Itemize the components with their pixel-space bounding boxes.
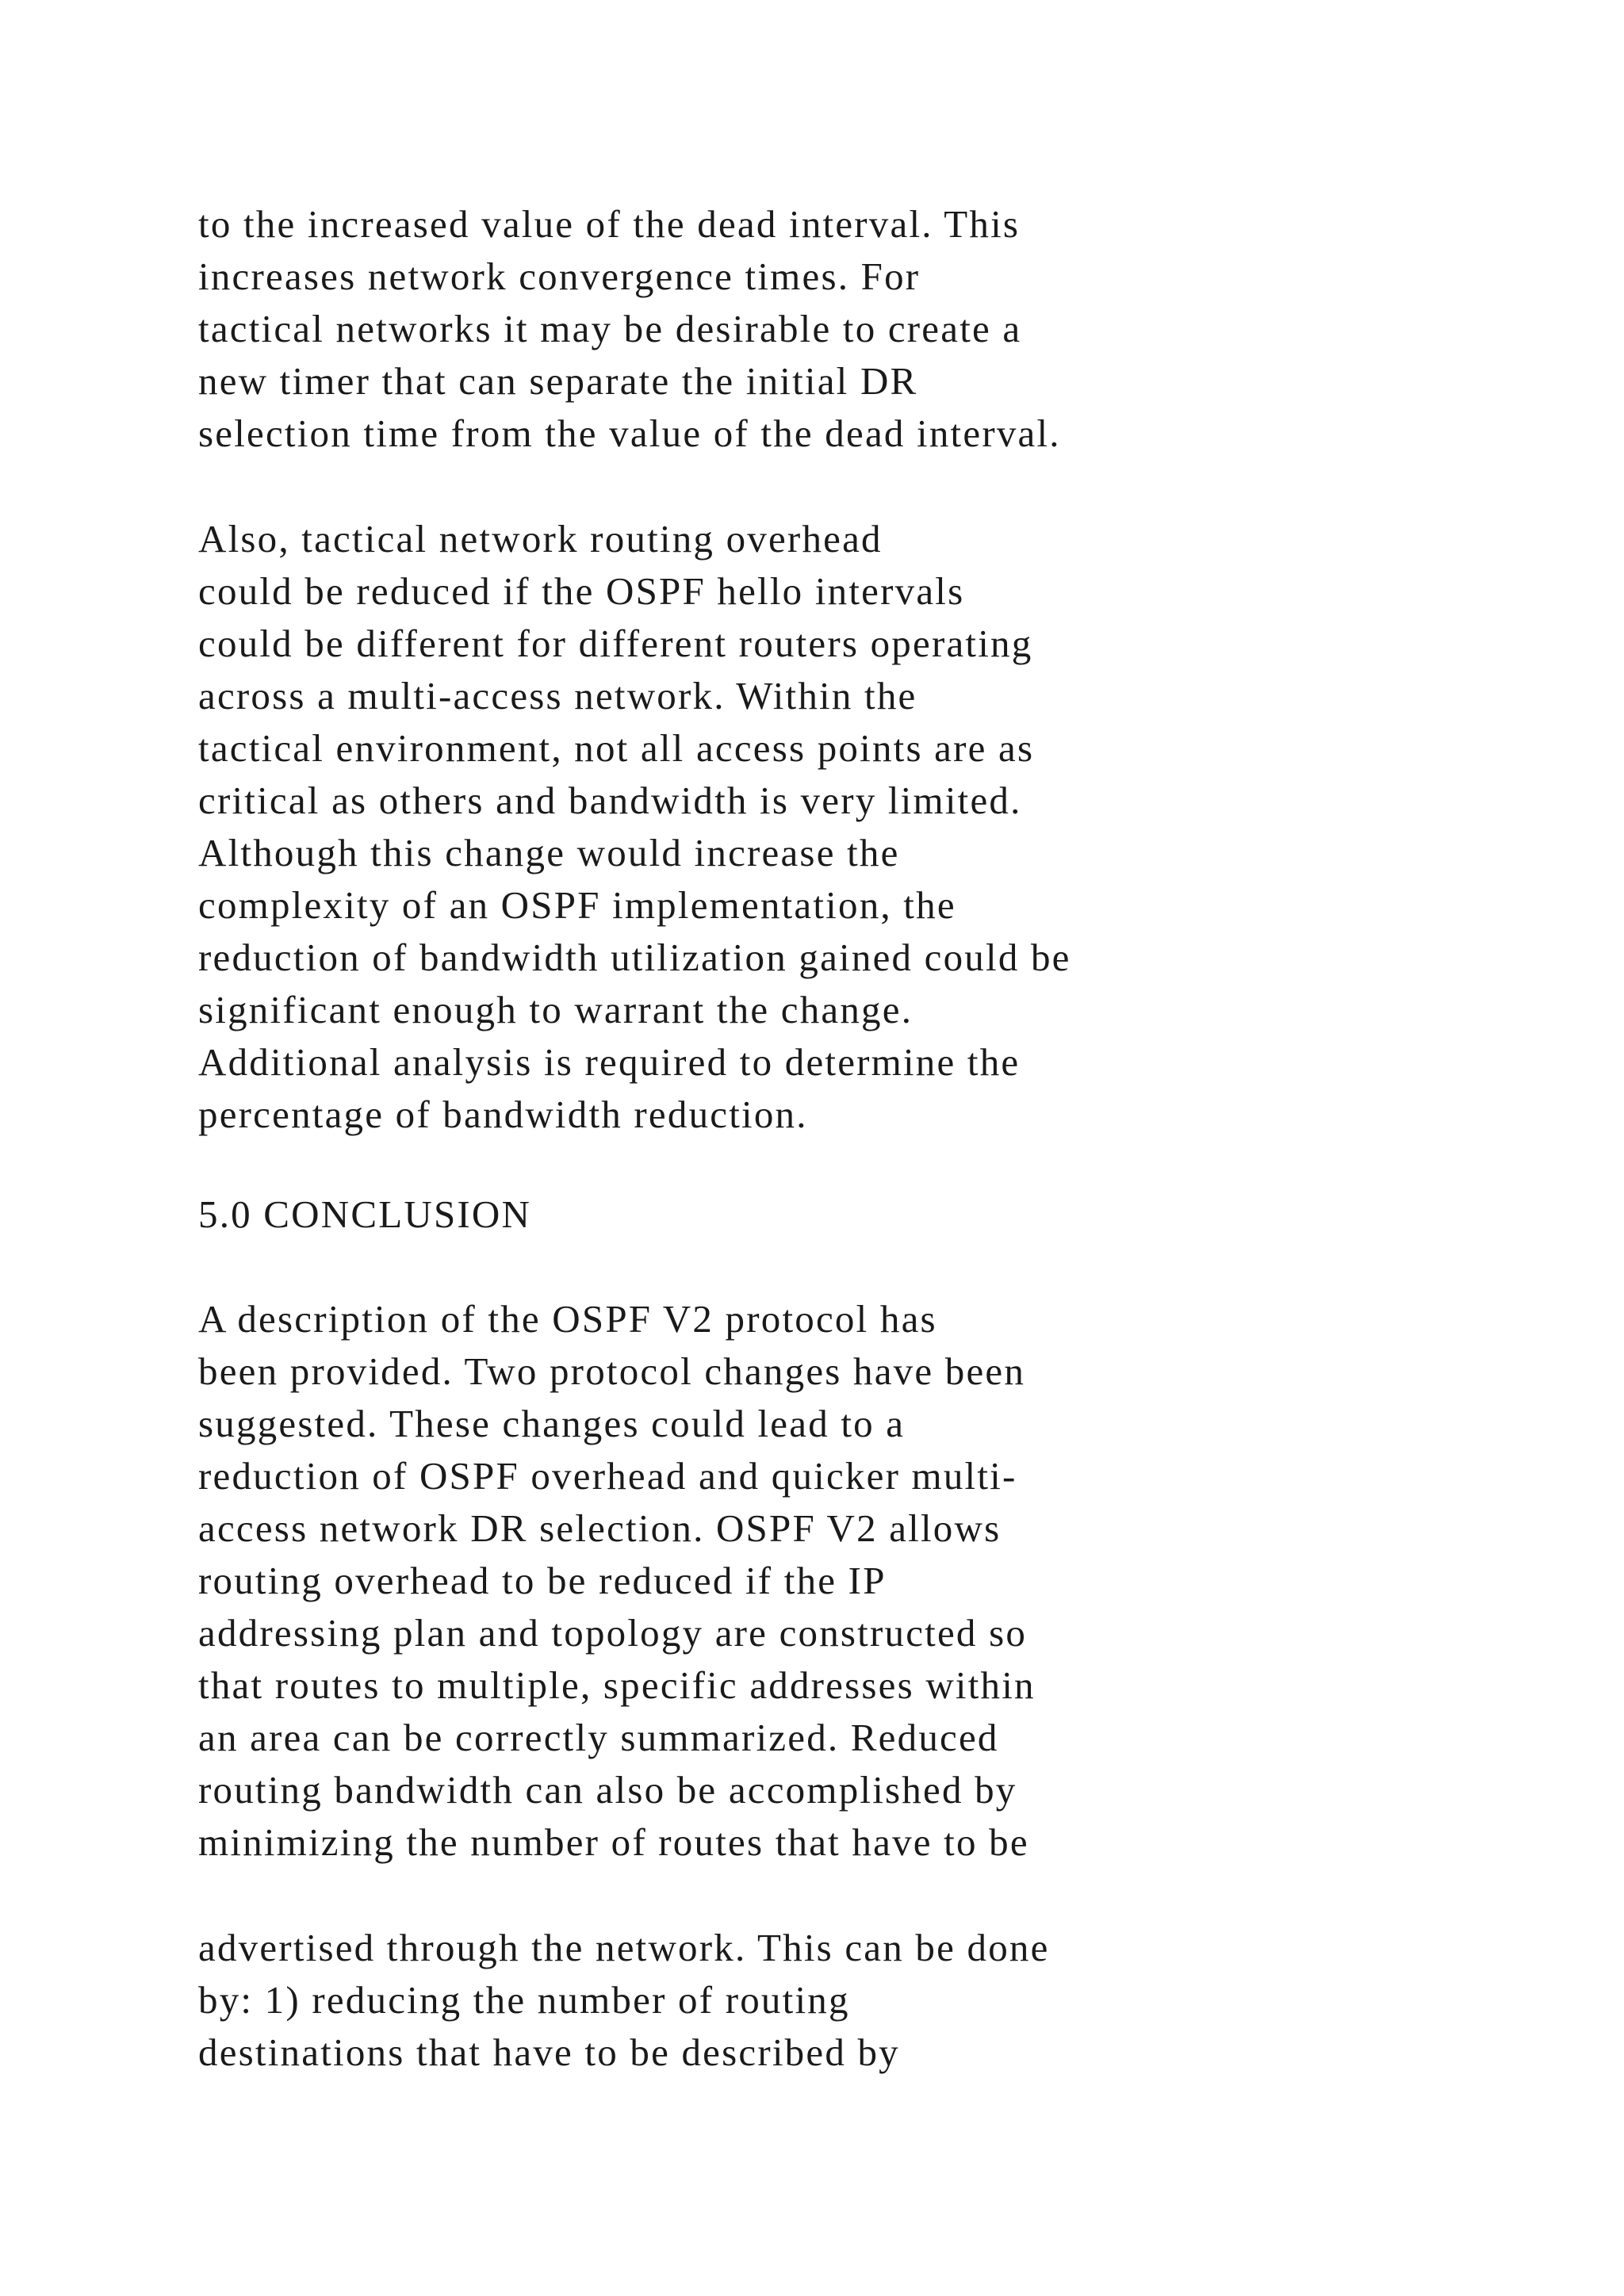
text-line: increases network convergence times. For <box>198 254 921 298</box>
section-heading <box>198 1188 1546 1241</box>
paragraph-advertised-routes <box>198 1922 1546 2079</box>
text-line: advertised through the network. This can be done <box>198 1926 1050 1969</box>
text-line: destinations that have to be described by <box>198 2030 900 2074</box>
text-line: could be reduced if the OSPF hello intervals <box>198 569 965 613</box>
text-line: that routes to multiple, specific addresses within <box>198 1663 1036 1707</box>
text-line: significant enough to warrant the change. <box>198 988 914 1031</box>
text-line: Although this change would increase the <box>198 831 900 874</box>
text-line: to the increased value of the dead interval. This <box>198 202 1021 246</box>
text-line: suggested. These changes could lead to a <box>198 1402 906 1445</box>
paragraph-conclusion <box>198 1293 1546 1869</box>
text-line: percentage of bandwidth reduction. <box>198 1093 808 1136</box>
text-line: new timer that can separate the initial DR <box>198 359 918 403</box>
text-line: Additional analysis is required to determine the <box>198 1040 1021 1084</box>
text-line: reduction of OSPF overhead and quicker multi- <box>198 1454 1017 1498</box>
text-line: routing bandwidth can also be accomplished by <box>198 1768 1017 1812</box>
text-line: selection time from the value of the dead interval. <box>198 411 1061 455</box>
paragraph-hello-intervals <box>198 513 1546 1141</box>
text-line: an area can be correctly summarized. Reduced <box>198 1716 999 1759</box>
section-heading-text: 5.0 CONCLUSION <box>198 1192 532 1236</box>
text-line: tactical networks it may be desirable to create a <box>198 307 1022 350</box>
text-line: critical as others and bandwidth is very limited. <box>198 779 1022 822</box>
text-line: by: 1) reducing the number of routing <box>198 1978 850 2022</box>
text-line: reduction of bandwidth utilization gained could be <box>198 936 1071 979</box>
text-line: routing overhead to be reduced if the IP <box>198 1559 887 1602</box>
text-line: across a multi-access network. Within the <box>198 674 917 718</box>
text-line: Also, tactical network routing overhead <box>198 517 883 561</box>
paragraph-dead-interval <box>198 198 1546 460</box>
text-line: A description of the OSPF V2 protocol has <box>198 1297 937 1341</box>
text-line: access network DR selection. OSPF V2 allows <box>198 1506 1002 1550</box>
text-line: minimizing the number of routes that have to be <box>198 1820 1029 1864</box>
text-line: complexity of an OSPF implementation, the <box>198 883 956 927</box>
text-line: tactical environment, not all access points are as <box>198 726 1035 770</box>
text-line: could be different for different routers operating <box>198 622 1033 665</box>
text-line: addressing plan and topology are constructed so <box>198 1611 1028 1655</box>
text-line: been provided. Two protocol changes have been <box>198 1349 1026 1393</box>
